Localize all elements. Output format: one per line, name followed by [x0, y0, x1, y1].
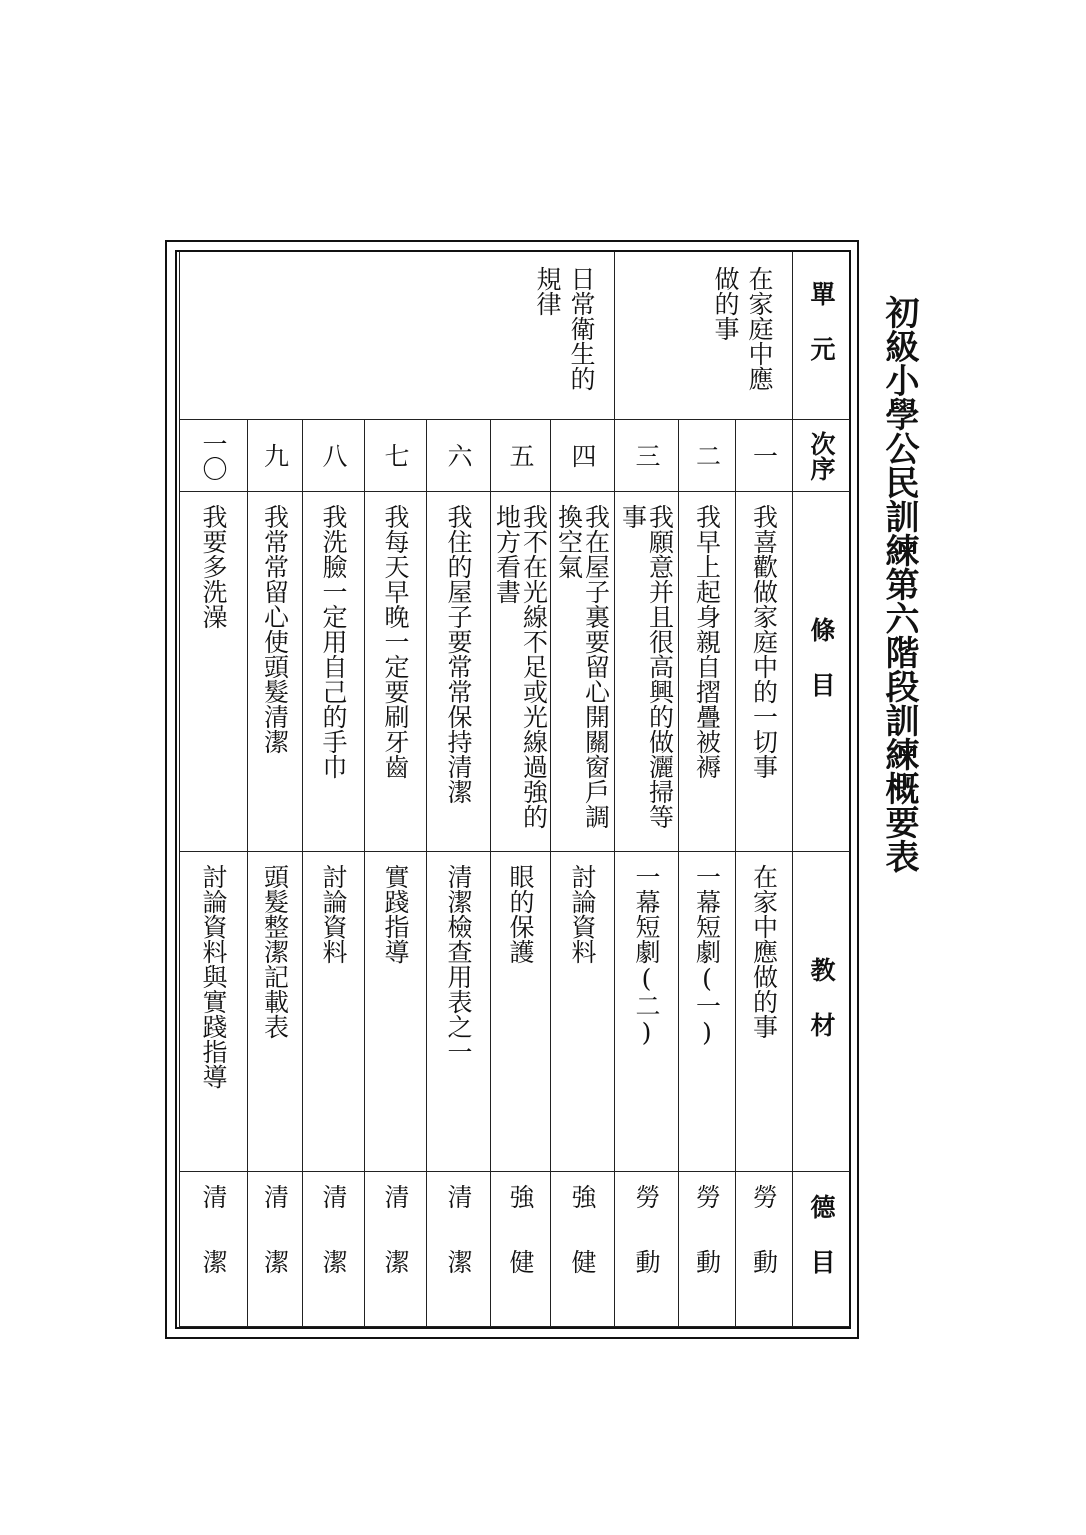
- order-cell-text: 八: [319, 443, 348, 468]
- virtue-cell: [490, 1172, 550, 1327]
- item-cell: [614, 492, 678, 852]
- virtue-cell: [302, 1172, 364, 1327]
- material-cell: [490, 852, 550, 1172]
- material-cell-text: 頭髮整潔記載表: [260, 864, 290, 1039]
- material-cell: [302, 852, 364, 1172]
- item-cell: [364, 492, 426, 852]
- virtue-cell-text: 清潔: [319, 1184, 348, 1314]
- order-cell: [735, 420, 792, 492]
- order-cell: [614, 420, 678, 492]
- item-cell: [735, 492, 792, 852]
- virtue-cell-text: 勞動: [632, 1184, 661, 1314]
- order-cell: [490, 420, 550, 492]
- order-cell-text: 五: [506, 443, 535, 468]
- order-cell-text: 六: [444, 443, 473, 468]
- header-material-text: 教材: [807, 956, 836, 1067]
- virtue-cell-text: 強健: [506, 1184, 535, 1314]
- virtue-cell: [179, 1172, 247, 1327]
- material-cell-text: 眼的保護: [506, 864, 535, 964]
- virtue-cell: [426, 1172, 490, 1327]
- header-unit: [792, 252, 850, 420]
- virtue-cell-text: 清潔: [199, 1184, 228, 1314]
- page-title: 初級小學公民訓練第六階段訓練概要表: [879, 295, 919, 873]
- item-cell-text: 我要多洗澡: [199, 504, 228, 629]
- material-cell: [614, 852, 678, 1172]
- item-cell: [426, 492, 490, 852]
- item-cell: [678, 492, 735, 852]
- material-cell-text: 一幕短劇(一): [692, 864, 722, 1047]
- item-cell-text: 我喜歡做家庭中的一切事: [749, 504, 779, 779]
- material-cell-text: 討論資料: [568, 864, 597, 964]
- material-cell: [364, 852, 426, 1172]
- item-cell-text: 我願意并且很高興的做灑掃等事: [618, 504, 675, 829]
- virtue-cell-text: 勞動: [692, 1184, 722, 1314]
- header-virtue: [792, 1172, 850, 1327]
- material-cell-text: 在家中應做的事: [749, 864, 779, 1039]
- item-cell-text: 我早上起身親自摺疊被褥: [692, 504, 722, 779]
- material-cell-text: 討論資料: [319, 864, 348, 964]
- order-cell: [364, 420, 426, 492]
- item-cell: [550, 492, 614, 852]
- virtue-cell-text: 清潔: [381, 1184, 410, 1314]
- order-cell: [426, 420, 490, 492]
- virtue-cell: [614, 1172, 678, 1327]
- order-cell: [550, 420, 614, 492]
- item-cell-text: 我住的屋子要常常保持清潔: [444, 504, 473, 804]
- item-cell-text: 我不在光線不足或光線過強的地方看書: [492, 504, 549, 829]
- order-cell-text: 三: [632, 443, 661, 468]
- unit-cell: [614, 252, 792, 420]
- material-cell: [678, 852, 735, 1172]
- unit-cell-text: 日常衛生的規律: [533, 266, 596, 391]
- item-cell-text: 我每天早晚一定要刷牙齒: [381, 504, 410, 779]
- header-order-text: 次序: [807, 430, 836, 481]
- item-cell-text: 我在屋子裏要留心開關窗戶調換空氣: [554, 504, 611, 829]
- order-cell-text: 一〇: [199, 430, 228, 481]
- training-table: [175, 250, 851, 1329]
- header-item-text: 條目: [807, 616, 836, 727]
- item-cell-text: 我洗臉一定用自己的手巾: [319, 504, 348, 779]
- virtue-cell: [550, 1172, 614, 1327]
- virtue-cell-text: 清潔: [444, 1184, 473, 1314]
- header-order: [792, 420, 850, 492]
- order-cell-text: 七: [381, 443, 410, 468]
- material-cell: [735, 852, 792, 1172]
- material-cell-text: 討論資料與實踐指導: [199, 864, 228, 1089]
- virtue-cell-text: 勞動: [749, 1184, 779, 1314]
- material-cell: [550, 852, 614, 1172]
- order-cell: [247, 420, 302, 492]
- item-cell: [247, 492, 302, 852]
- virtue-cell: [735, 1172, 792, 1327]
- item-cell: [179, 492, 247, 852]
- virtue-cell-text: 清潔: [260, 1184, 290, 1314]
- header-material: [792, 852, 850, 1172]
- order-cell-text: 九: [260, 443, 290, 468]
- order-cell: [678, 420, 735, 492]
- item-cell-text: 我常常留心使頭髮清潔: [260, 504, 290, 754]
- order-cell-text: 一: [749, 443, 779, 468]
- header-unit-text: 單元: [807, 280, 836, 391]
- unit-cell: [179, 252, 614, 420]
- item-cell: [490, 492, 550, 852]
- material-cell: [247, 852, 302, 1172]
- item-cell: [302, 492, 364, 852]
- material-cell: [426, 852, 490, 1172]
- header-item: [792, 492, 850, 852]
- material-cell-text: 清潔檢查用表之一: [444, 864, 473, 1064]
- order-cell: [179, 420, 247, 492]
- material-cell-text: 實踐指導: [381, 864, 410, 964]
- order-cell-text: 二: [692, 443, 722, 468]
- material-cell: [179, 852, 247, 1172]
- virtue-cell-text: 強健: [568, 1184, 597, 1314]
- virtue-cell: [678, 1172, 735, 1327]
- order-cell-text: 四: [568, 443, 597, 468]
- order-cell: [302, 420, 364, 492]
- header-virtue-text: 德目: [807, 1194, 836, 1304]
- virtue-cell: [247, 1172, 302, 1327]
- virtue-cell: [364, 1172, 426, 1327]
- material-cell-text: 一幕短劇(二): [632, 864, 661, 1047]
- unit-cell-text: 在家庭中應做的事: [711, 266, 774, 391]
